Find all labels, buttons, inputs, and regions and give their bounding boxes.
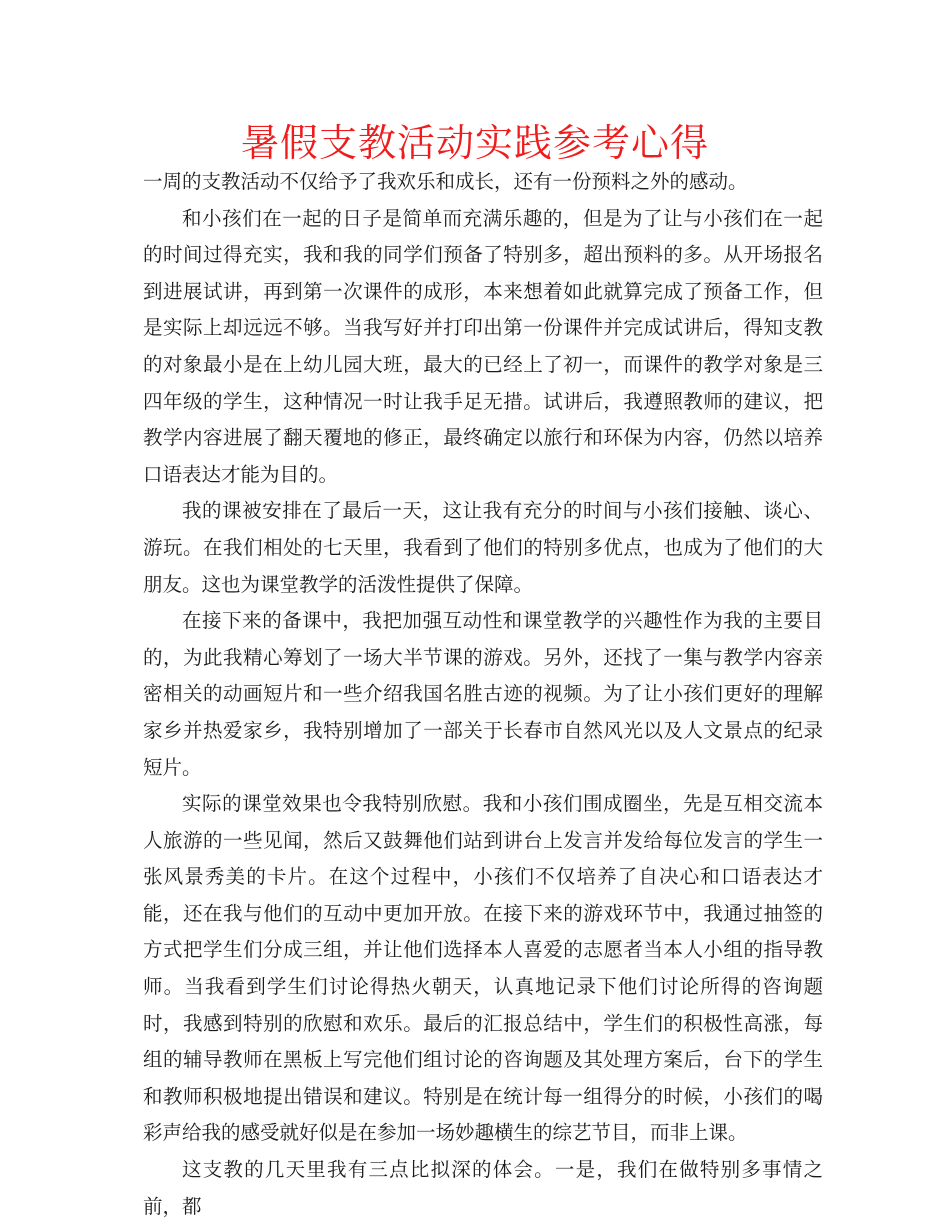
paragraph-6: 这支教的几天里我有三点比拟深的体会。一是，我们在做特别多事情之前，都 [143,1158,823,1218]
document-body [143,164,823,1225]
document-title: 暑假支教活动实践参考心得 [240,121,709,165]
paragraph-3: 我的课被安排在了最后一天，这让我有充分的时间与小孩们接触、谈心、游玩。在我们相处的七天里，我看到了他们的特别多优点，也成为了他们的大朋友。这也为课堂教学的活泼性提供了保障。 [143,499,823,596]
paragraph-5: 实际的课堂效果也令我特别欣慰。我和小孩们围成圈坐，先是互相交流本人旅游的一些见闻，然后又鼓舞他们站到讲台上发言并发给每位发言的学生一张风景秀美的卡片。在这个过程中，小孩们不仅培养了自决心和口语表达才能，还在我与他们的互动中更加开放。在接下来的游戏环节中，我通过抽签的方式把学生们分成三组，并让他们选择本人喜爱的志愿者当本人小组的指导教师。当我看到学生们讨论得热火朝天，认真地记录下他们讨论所得的咨询题时，我感到特别的欣慰和欢乐。最后的汇报总结中，学生们的积极性高涨，每组的辅导教师在黑板上写完他们组讨论的咨询题及其处理方案后，台下的学生和教师积极地提出错误和建议。特别是在统计每一组得分的时候，小孩们的喝彩声给我的感受就好似是在参加一场妙趣横生的综艺节目，而非上课。 [143,792,823,1145]
paragraph-1: 一周的支教活动不仅给予了我欢乐和成长，还有一份预料之外的感动。 [143,170,748,193]
paragraph-4: 在接下来的备课中，我把加强互动性和课堂教学的兴趣性作为我的主要目的，为此我精心筹划了一场大半节课的游戏。另外，还找了一集与教学内容亲密相关的动画短片和一些介绍我国名胜古迹的视频。为了让小孩们更好的理解家乡并热爱家乡，我特别增加了一部关于长春市自然风光以及人文景点的纪录短片。 [143,609,823,779]
paragraph-2: 和小孩们在一起的日子是简单而充满乐趣的，但是为了让与小孩们在一起的时间过得充实，我和我的同学们预备了特别多，超出预料的多。从开场报名到进展试讲，再到第一次课件的成形，本来想着如此就算完成了预备工作，但是实际上却远远不够。当我写好并打印出第一份课件并完成试讲后，得知支教的对象最小是在上幼儿园大班，最大的已经上了初一，而课件的教学对象是三四年级的学生，这种情况一时让我手足无措。试讲后，我遵照教师的建议，把教学内容进展了翻天覆地的修正，最终确定以旅行和环保为内容，仍然以培养口语表达才能为目的。 [143,206,823,486]
